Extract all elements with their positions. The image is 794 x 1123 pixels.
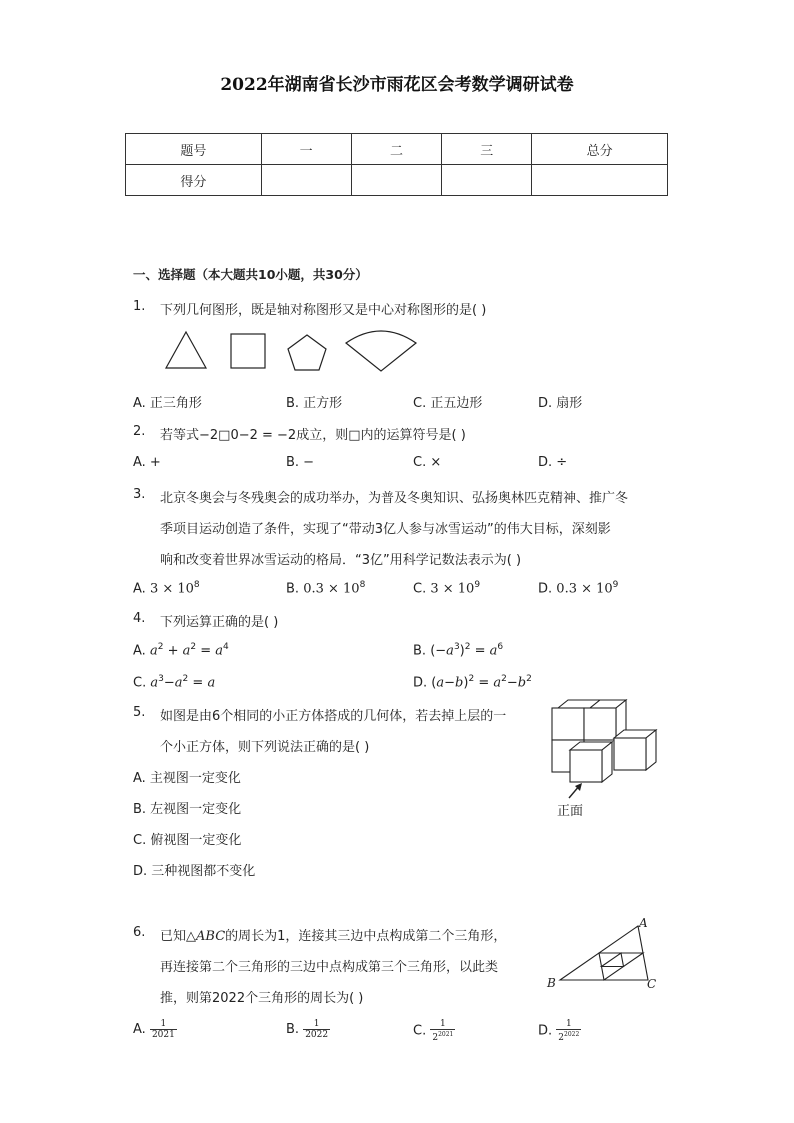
q6-option-label: D. (538, 1023, 553, 1039)
q6-text-line: 推，则第2022个三角形的周长为( ) (160, 991, 364, 1006)
q6-option-a[interactable] (133, 1019, 177, 1040)
q2-option-a[interactable]: A. + (133, 455, 161, 470)
q1-option-c[interactable]: C. 正五边形 (413, 396, 483, 411)
q5-option-c[interactable]: C. 俯视图一定变化 (133, 833, 242, 848)
pentagon-shape (288, 335, 326, 370)
q6-option-label: B. (286, 1022, 300, 1037)
q3-option-exponent: 8 (359, 580, 366, 590)
score-table (125, 133, 668, 196)
q3-option-d[interactable] (538, 580, 618, 596)
score-table-cell: 题号 (126, 134, 262, 165)
front-view-label: 正面 (557, 804, 584, 819)
triangle-shape (166, 332, 206, 368)
q2-option-c[interactable]: C. × (413, 455, 442, 470)
q5-text-line: 如图是由6个相同的小正方体搭成的几何体，若去掉上层的一 (160, 709, 507, 724)
q6-text-line: 再连接第二个三角形的三边中点构成第三个三角形，以此类 (160, 960, 499, 975)
q6-text-post: 的周长为1，连接其三边中点构成第二个三角形， (225, 929, 507, 944)
q1-shapes-figure (160, 330, 420, 375)
q3-option-label: A. (133, 581, 146, 597)
q3-text-line: 北京冬奥会与冬残奥会的成功举办，为普及冬奥知识、弘扬奥林匹克精神、推广冬 (160, 491, 629, 506)
fraction: $\frac{1}{2^{2021}}$ (432, 1019, 454, 1043)
q4-option-a[interactable]: A. $a^2 + a^2 = a^4$ (133, 642, 229, 659)
q4-text: 下列运算正确的是( ) (160, 615, 279, 630)
q6-number: 6. (133, 925, 146, 940)
q1-text: 下列几何图形，既是轴对称图形又是中心对称图形的是( ) (160, 303, 487, 318)
q1-number: 1. (133, 299, 146, 314)
vertex-label-a: A (639, 916, 648, 930)
q3-option-b[interactable] (286, 580, 365, 596)
score-table-cell: 二 (351, 134, 442, 165)
q3-option-a[interactable] (133, 580, 200, 596)
score-table-cell: 得分 (126, 165, 262, 196)
q3-text-line: 季项目运动创造了条件，实现了“带动3亿人参与冰雪运动”的伟大目标，深刻影 (160, 522, 611, 537)
fraction: $\frac{1}{2021}$ (151, 1019, 175, 1040)
q3-option-mantissa: 0.3 × 10 (303, 581, 360, 597)
page-title: 2022年湖南省长沙市雨花区会考数学调研试卷 (220, 75, 574, 95)
q3-text-line: 响和改变着世界冰雪运动的格局．“3亿”用科学记数法表示为( ) (160, 553, 522, 568)
vertex-label-c: C (647, 977, 657, 991)
q3-option-mantissa: 0.3 × 10 (556, 581, 613, 597)
q3-option-label: C. (413, 581, 427, 597)
score-table-score-row (126, 165, 668, 196)
score-input-cell[interactable] (261, 165, 351, 196)
q1-option-b[interactable]: B. 正方形 (286, 396, 343, 411)
front-view-arrow-icon (566, 782, 586, 800)
q1-option-d[interactable]: D. 扇形 (538, 396, 583, 411)
q6-option-label: A. (133, 1022, 146, 1037)
q4-option-d[interactable]: D. $(a-b)^2 = a^2-b^2$ (413, 674, 532, 691)
fraction: $\frac{1}{2^{2022}}$ (558, 1019, 580, 1043)
q3-option-exponent: 9 (474, 580, 481, 590)
score-table-cell: 一 (261, 134, 351, 165)
q3-option-c[interactable] (413, 580, 480, 596)
q6-text-pre: 已知 (160, 929, 187, 944)
sector-shape (346, 331, 416, 371)
q2-option-b[interactable]: B. − (286, 455, 315, 470)
q3-option-mantissa: 3 × 10 (430, 581, 475, 597)
fraction: $\frac{1}{2022}$ (305, 1019, 329, 1040)
q4-option-label: B. (413, 643, 427, 659)
q6-option-b[interactable] (286, 1019, 330, 1040)
q4-option-label: D. (413, 675, 428, 691)
q4-option-c[interactable]: C. $a^3-a^2 = a$ (133, 674, 216, 691)
q4-option-label: A. (133, 643, 146, 659)
q4-option-label: C. (133, 675, 147, 691)
score-input-cell[interactable] (351, 165, 442, 196)
score-table-cell: 三 (442, 134, 532, 165)
q6-text-line (160, 925, 506, 944)
q4-option-b[interactable]: B. $(-a^3)^2 = a^6$ (413, 642, 504, 659)
q6-option-d[interactable] (538, 1019, 581, 1043)
q3-option-exponent: 8 (193, 580, 200, 590)
q3-number: 3. (133, 487, 146, 502)
q1-option-a[interactable]: A. 正三角形 (133, 396, 202, 411)
q6-option-c[interactable] (413, 1019, 455, 1043)
q2-option-d[interactable]: D. ÷ (538, 455, 568, 470)
q5-option-d[interactable]: D. 三种视图都不变化 (133, 864, 256, 879)
q4-number: 4. (133, 611, 146, 626)
q3-option-label: D. (538, 581, 553, 597)
q2-text: 若等式−2□0−2 = −2成立，则□内的运算符号是( ) (160, 428, 466, 443)
q6-option-label: C. (413, 1023, 427, 1039)
score-table-cell: 总分 (532, 134, 668, 165)
q5-number: 5. (133, 705, 146, 720)
midpoint-triangle-figure (540, 918, 665, 993)
score-table-header-row (126, 134, 668, 165)
score-input-cell[interactable] (442, 165, 532, 196)
q2-number: 2. (133, 424, 146, 439)
q3-option-label: B. (286, 581, 300, 597)
q5-text-line: 个小正方体，则下列说法正确的是( ) (160, 740, 370, 755)
q3-option-exponent: 9 (612, 580, 619, 590)
section-heading: 一、选择题（本大题共10小题，共30分） (133, 267, 368, 282)
vertex-label-b: B (547, 976, 556, 990)
q5-option-a[interactable]: A. 主视图一定变化 (133, 771, 241, 786)
q3-option-mantissa: 3 × 10 (149, 581, 194, 597)
score-input-cell[interactable] (532, 165, 668, 196)
cube-stack-figure (548, 698, 662, 783)
square-shape (231, 334, 265, 368)
q6-triangle-symbol: △ABC (186, 929, 226, 944)
q5-option-b[interactable]: B. 左视图一定变化 (133, 802, 242, 817)
